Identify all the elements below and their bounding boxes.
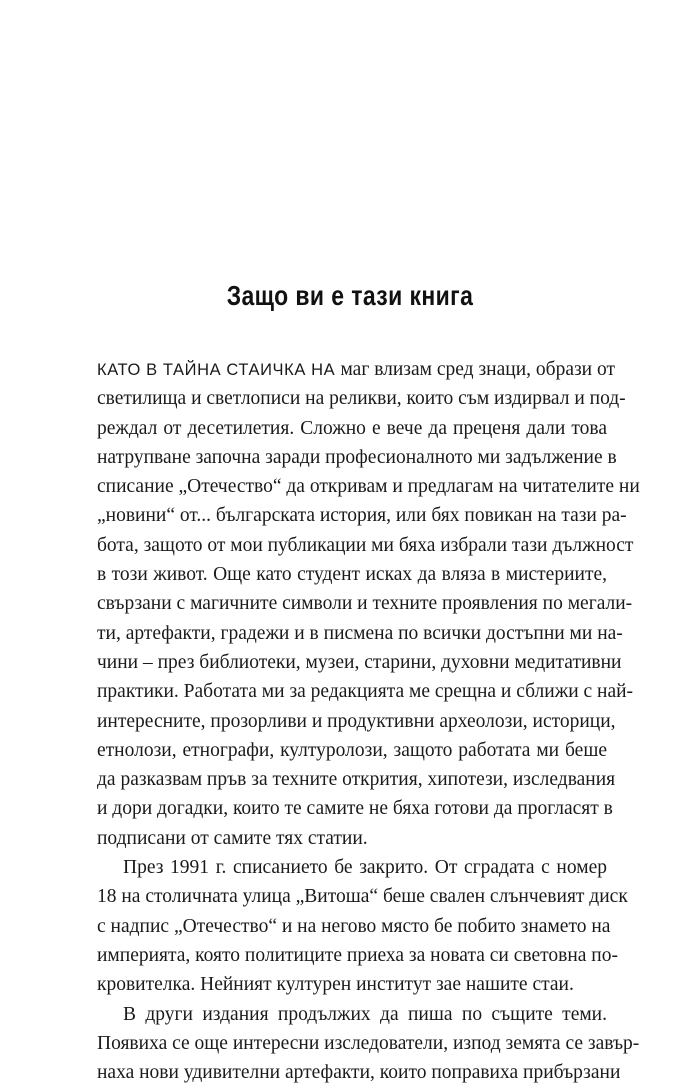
text-line: практики. Работата ми за редакцията ме срещна и сближи с най- (97, 681, 634, 703)
text-line: в този живот. Още като студент исках да вляза в мистериите, (97, 564, 607, 586)
text-line: подписани от самите тях статии. (97, 827, 368, 849)
body-text (97, 355, 640, 1087)
text-line: ти, артефакти, градежи и в писмена по всички достъпни ми на- (97, 622, 623, 644)
text-line: бота, защото от мои публикации ми бяха избрали тази дължност (97, 534, 634, 556)
text-line: списание „Отечество“ да откривам и предлагам на читателите ни (97, 476, 640, 498)
text-line: Появиха се още интересни изследователи, изпод земята се завър- (97, 1032, 640, 1054)
text-line: „новини“ от... българската история, или бях повикан на тази ра- (97, 505, 627, 527)
text-line: наха нови удивителни артефакти, които поправиха прибързани (97, 1062, 621, 1084)
text-line: реждал от десетилетия. Сложно е вече да преценя дали това (97, 417, 607, 439)
text-line: натрупване започна заради професионалното ми задължение в (97, 446, 617, 468)
text-line: империята, която политиците приеха за новата си световна по- (97, 944, 618, 966)
text-line: да разказвам пръв за техните открития, хипотези, изследвания (97, 769, 616, 791)
chapter-title: Защо ви е тази книга (226, 280, 474, 311)
text-line: интересните, прозорливи и продуктивни археолози, историци, (97, 710, 616, 732)
text-line: През 1991 г. списанието бе закрито. От сградата с номер (123, 857, 607, 879)
text-line: светилища и светлописи на реликви, които съм издирвал и под- (97, 388, 626, 410)
paragraph-2 (97, 853, 628, 999)
text-line: етнолози, етнографи, културолози, защото работата ми беше (97, 739, 607, 761)
paragraph-3 (97, 1000, 640, 1087)
text-line: свързани с магичните символи и техните проявления по мегали- (97, 593, 633, 615)
lead-in-caps: КАТО В ТАЙНА СТАИЧКА НА (97, 361, 341, 379)
text-line: чини – през библиотеки, музеи, старини, духовни медитативни (97, 651, 622, 673)
text-line-content: маг влизам сред знаци, образи от (340, 359, 615, 380)
text-line: с надпис „Отечество“ и на негово място бе побито знамето на (97, 915, 611, 937)
paragraph-1 (97, 355, 640, 853)
text-line (97, 355, 615, 384)
text-line: В други издания продължих да пиша по същите теми. (123, 1003, 607, 1025)
text-line: и дори догадки, които те самите не бяха готови да прогласят в (97, 798, 613, 820)
text-line: кровителка. Нейният културен институт зае нашите стаи. (97, 974, 574, 996)
text-line: 18 на столичната улица „Витоша“ беше свален слънчевият диск (97, 886, 628, 908)
